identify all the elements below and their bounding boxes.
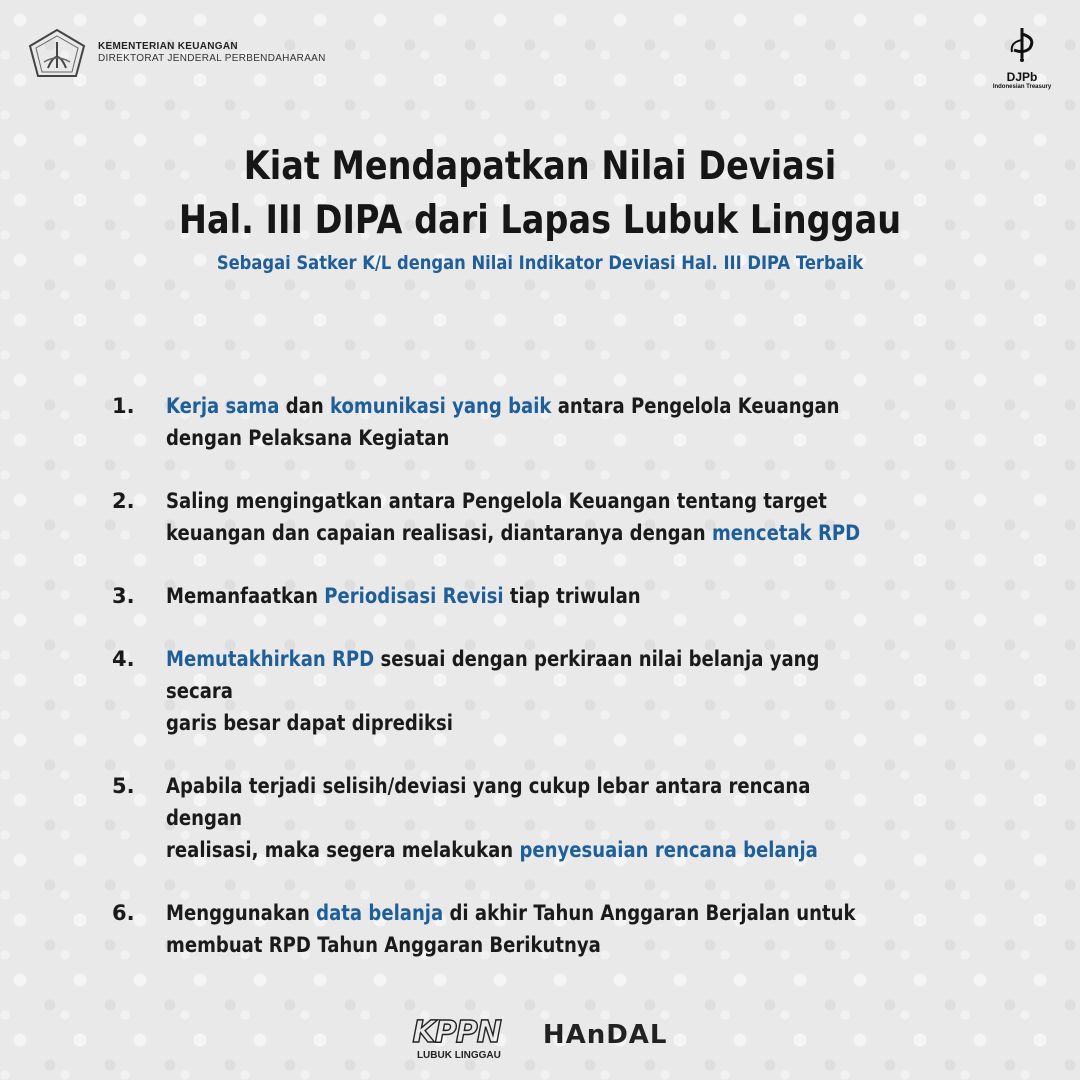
text-segment: Apabila terjadi selisih/deviasi yang cukup lebar antara rencana dengan [166, 774, 811, 830]
list-item-number: 2. [112, 489, 135, 513]
page-title-line-1: Kiat Mendapatkan Nilai Deviasi [243, 144, 837, 189]
text-segment: sesuai dengan perkiraan nilai belanja yang secara [166, 647, 820, 703]
highlighted-phrase: penyesuaian rencana belanja [519, 838, 818, 862]
text-segment: antara Pengelola Keuangan [551, 394, 840, 418]
text-segment: Menggunakan [166, 901, 317, 925]
highlighted-phrase: komunikasi yang baik [329, 394, 552, 418]
text-segment: dengan Pelaksana Kegiatan [166, 426, 450, 450]
ministry-name: KEMENTERIAN KEUANGAN [98, 40, 238, 52]
text-segment: Saling mengingatkan antara Pengelola Keuangan tentang target [166, 489, 827, 513]
list-item-text [166, 643, 876, 739]
list-item-number: 6. [112, 901, 135, 925]
text-segment: di akhir Tahun Anggaran Berjalan untuk [443, 901, 856, 925]
text-segment: membuat RPD Tahun Anggaran Berikutnya [166, 933, 601, 957]
ministry-header [28, 28, 326, 78]
footer-logos [0, 1015, 1080, 1061]
handal-logo [543, 1018, 668, 1048]
page-subtitle: Sebagai Satker K/L dengan Nilai Indikator Deviasi Hal. III DIPA Terbaik [216, 252, 864, 274]
djpb-logo-icon [1002, 49, 1042, 68]
page-title-line-2: Hal. III DIPA dari Lapas Lubuk Linggau [178, 198, 902, 243]
directorate-name: DIREKTORAT JENDERAL PERBENDAHARAAN [98, 53, 326, 64]
kppn-logo [412, 1015, 501, 1061]
djpb-logo [990, 24, 1054, 90]
kppn-logo-mark: KPPN [412, 1015, 501, 1050]
list-item [112, 390, 992, 454]
list-item-text [166, 770, 876, 866]
title-block [0, 140, 1080, 274]
highlighted-phrase: Kerja sama [166, 394, 280, 418]
tips-list [112, 390, 992, 992]
text-segment: dan [279, 394, 330, 418]
djpb-tagline: Indonesian Treasury [992, 84, 1052, 90]
list-item [112, 485, 992, 549]
list-item [112, 580, 992, 612]
list-item-number: 5. [112, 774, 135, 798]
list-item [112, 897, 992, 961]
list-item-text [166, 485, 876, 549]
highlighted-phrase: Memutakhirkan RPD [166, 647, 375, 671]
highlighted-phrase: data belanja [316, 901, 444, 925]
text-segment: tiap triwulan [503, 584, 641, 608]
list-item-number: 4. [112, 647, 135, 671]
handal-logo-mark: HAnDAL [542, 1020, 668, 1050]
kppn-location: LUBUK LINGGAU [416, 1050, 501, 1061]
list-item-text [166, 390, 876, 454]
djpb-name: DJPb [1006, 70, 1038, 84]
list-item [112, 770, 992, 866]
ministry-names [98, 41, 326, 66]
highlighted-phrase: Periodisasi Revisi [324, 584, 504, 608]
list-item-text [166, 897, 876, 961]
text-segment: keuangan dan capaian realisasi, diantaranya dengan [166, 521, 712, 545]
list-item-text [166, 580, 876, 612]
highlighted-phrase: mencetak RPD [711, 521, 861, 545]
text-segment: garis besar dapat diprediksi [166, 711, 453, 735]
list-item-number: 3. [112, 584, 135, 608]
text-segment: Memanfaatkan [166, 584, 325, 608]
text-segment: realisasi, maka segera melakukan [166, 838, 520, 862]
list-item-number: 1. [112, 394, 135, 418]
list-item [112, 643, 992, 739]
ministry-emblem-icon [28, 28, 86, 78]
